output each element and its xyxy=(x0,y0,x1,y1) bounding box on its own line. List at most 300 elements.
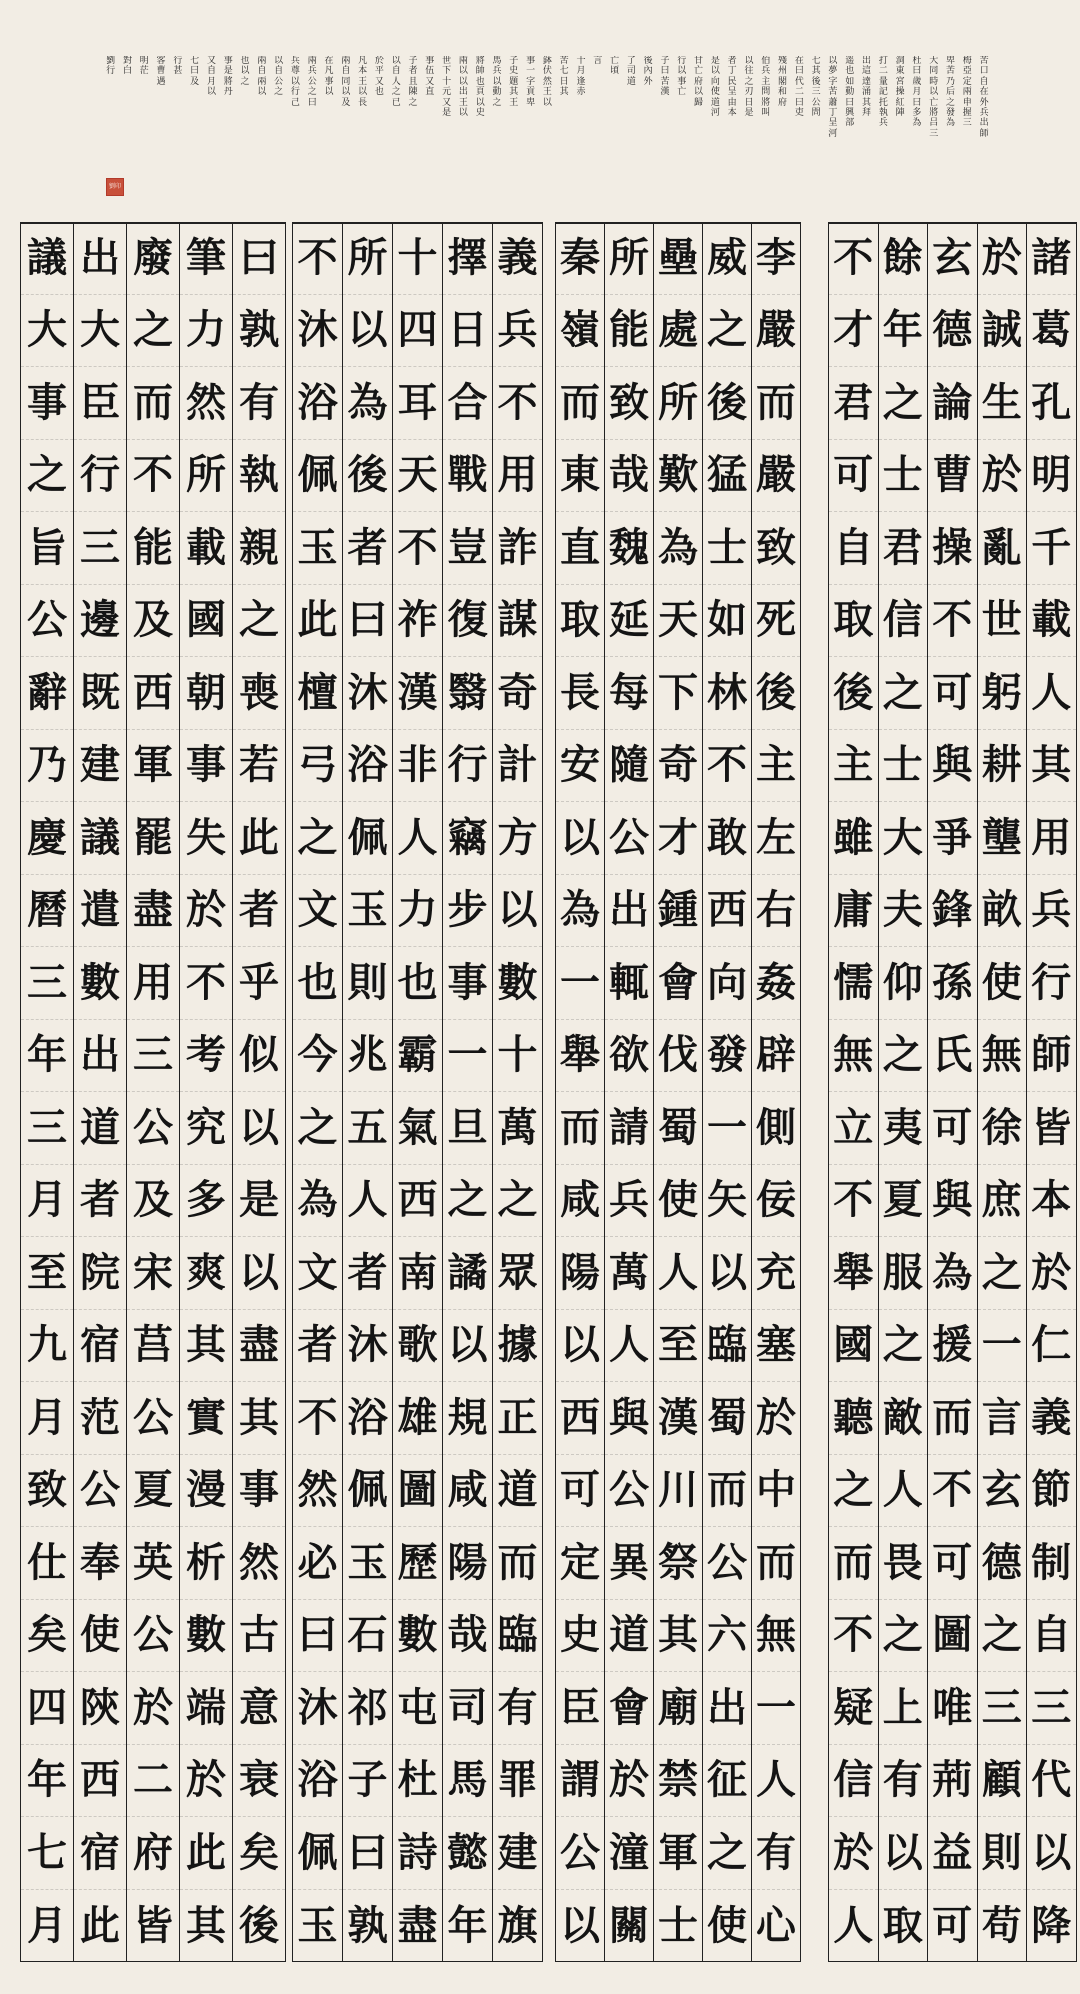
colophon-glyph: 發 xyxy=(946,107,956,118)
glyph: 以 xyxy=(233,1237,285,1310)
glyph: 建 xyxy=(74,730,126,803)
glyph: 浴 xyxy=(343,730,392,803)
glyph: 旨 xyxy=(21,512,73,585)
glyph: 不 xyxy=(393,512,442,585)
glyph: 生 xyxy=(978,367,1027,440)
text-column xyxy=(179,222,232,1962)
glyph: 代 xyxy=(1027,1745,1076,1818)
colophon-glyph: 曰 xyxy=(912,97,922,108)
glyph: 為 xyxy=(654,512,702,585)
colophon-glyph: 之 xyxy=(408,97,418,108)
glyph: 英 xyxy=(127,1527,179,1600)
glyph: 心 xyxy=(756,1901,796,1949)
glyph: 詩 xyxy=(393,1817,442,1890)
glyph: 似 xyxy=(233,1020,285,1093)
glyph: 玉 xyxy=(343,875,392,948)
colophon-glyph: 公 xyxy=(274,76,284,87)
glyph: 公 xyxy=(605,802,653,875)
colophon-glyph: 兩 xyxy=(341,56,351,66)
colophon-glyph: 題 xyxy=(509,76,519,87)
glyph: 人 xyxy=(752,1745,800,1818)
colophon-glyph: 事 xyxy=(526,56,536,66)
glyph: 定 xyxy=(556,1527,604,1600)
colophon-glyph: 行 xyxy=(290,87,300,98)
glyph: 玉 xyxy=(343,1527,392,1600)
colophon-glyph: 白 xyxy=(122,66,132,77)
glyph: 才 xyxy=(654,802,702,875)
colophon-glyph: 府 xyxy=(778,97,788,108)
glyph: 之 xyxy=(879,1600,928,1673)
colophon-glyph: 赤 xyxy=(576,87,586,98)
glyph: 廟 xyxy=(654,1672,702,1745)
glyph: 軍 xyxy=(127,730,179,803)
glyph: 中 xyxy=(752,1455,800,1528)
colophon-line xyxy=(256,56,268,196)
colophon-glyph: 歸 xyxy=(694,97,704,108)
colophon-glyph: 者 xyxy=(727,56,737,66)
glyph: 兵 xyxy=(1027,875,1076,948)
glyph: 浴 xyxy=(293,367,342,440)
glyph: 與 xyxy=(605,1382,653,1455)
glyph: 言 xyxy=(978,1382,1027,1455)
colophon-glyph: 吕 xyxy=(929,118,939,129)
colophon-glyph: 三 xyxy=(811,87,821,98)
glyph: 士 xyxy=(879,730,928,803)
glyph: 西 xyxy=(556,1382,604,1455)
colophon-glyph: 以 xyxy=(206,87,216,98)
glyph: 佩 xyxy=(343,1455,392,1528)
glyph: 府 xyxy=(127,1817,179,1890)
colophon-glyph: 對 xyxy=(122,56,132,66)
glyph: 一 xyxy=(703,1092,751,1165)
colophon-glyph: 伍 xyxy=(425,66,435,77)
glyph: 浴 xyxy=(293,1745,342,1818)
glyph: 之 xyxy=(703,1817,751,1890)
glyph: 舉 xyxy=(556,1020,604,1093)
colophon-glyph: 後 xyxy=(811,76,821,87)
glyph: 信 xyxy=(829,1745,878,1818)
glyph: 於 xyxy=(829,1817,878,1890)
colophon-glyph: 十 xyxy=(442,76,452,87)
glyph: 大 xyxy=(74,295,126,368)
glyph: 文 xyxy=(293,1237,342,1310)
colophon-glyph: 為 xyxy=(912,118,922,129)
glyph: 二 xyxy=(127,1745,179,1818)
glyph: 一 xyxy=(752,1672,800,1745)
colophon-glyph: 是 xyxy=(744,107,754,118)
glyph: 所 xyxy=(605,222,653,295)
glyph: 於 xyxy=(1027,1237,1076,1310)
colophon-line xyxy=(474,56,486,196)
colophon-glyph: 也 xyxy=(475,76,485,87)
glyph: 敢 xyxy=(703,802,751,875)
glyph: 川 xyxy=(654,1455,702,1528)
glyph: 制 xyxy=(1027,1527,1076,1600)
colophon-glyph: 及 xyxy=(341,97,351,108)
glyph: 筆 xyxy=(180,222,232,295)
text-column xyxy=(555,222,604,1962)
text-column xyxy=(392,222,442,1962)
colophon-glyph: 杜 xyxy=(912,56,922,66)
glyph: 慶 xyxy=(21,802,73,875)
glyph: 事 xyxy=(233,1455,285,1528)
glyph: 三 xyxy=(127,1020,179,1093)
colophon-glyph: 又 xyxy=(206,56,216,66)
colophon-glyph: 以 xyxy=(324,87,334,98)
colophon-line xyxy=(592,56,604,196)
glyph: 取 xyxy=(829,585,878,658)
colophon-glyph: 也 xyxy=(845,66,855,77)
colophon-glyph: 事 xyxy=(425,56,435,66)
glyph: 行 xyxy=(1027,947,1076,1020)
glyph: 出 xyxy=(605,875,653,948)
colophon-glyph: 苦 xyxy=(979,56,989,66)
colophon-glyph: 蕭 xyxy=(828,97,838,108)
colophon-line xyxy=(625,56,637,196)
glyph: 盡 xyxy=(233,1310,285,1383)
colophon-glyph: 然 xyxy=(542,76,552,87)
glyph: 才 xyxy=(829,295,878,368)
colophon-glyph: 兩 xyxy=(458,56,468,66)
glyph: 乃 xyxy=(21,730,73,803)
colophon-glyph: 陣 xyxy=(895,107,905,118)
colophon-glyph: 後 xyxy=(643,56,653,66)
colophon-glyph: 民 xyxy=(727,76,737,87)
glyph: 公 xyxy=(127,1092,179,1165)
colophon-glyph: 河 xyxy=(710,107,720,118)
glyph: 皆 xyxy=(133,1901,173,1949)
glyph: 司 xyxy=(443,1672,492,1745)
glyph: 月 xyxy=(21,1382,73,1455)
glyph: 節 xyxy=(1027,1455,1076,1528)
colophon-glyph: 以 xyxy=(744,56,754,66)
glyph: 如 xyxy=(703,585,751,658)
glyph: 公 xyxy=(127,1600,179,1673)
glyph: 德 xyxy=(928,295,977,368)
glyph: 夫 xyxy=(879,875,928,948)
glyph: 之 xyxy=(233,585,285,658)
glyph: 萬 xyxy=(493,1092,542,1165)
glyph: 罪 xyxy=(493,1745,542,1818)
glyph: 戰 xyxy=(443,440,492,513)
glyph: 主 xyxy=(752,730,800,803)
colophon-glyph: 王 xyxy=(509,97,519,108)
glyph: 正 xyxy=(493,1382,542,1455)
glyph: 四 xyxy=(21,1672,73,1745)
glyph: 端 xyxy=(180,1672,232,1745)
glyph: 可 xyxy=(928,657,977,730)
glyph: 此 xyxy=(233,802,285,875)
text-column xyxy=(492,222,543,1962)
glyph: 沐 xyxy=(343,657,392,730)
colophon-line xyxy=(122,56,134,196)
colophon-glyph: 曰 xyxy=(845,97,855,108)
colophon-glyph: 兵 xyxy=(761,66,771,77)
glyph: 公 xyxy=(74,1455,126,1528)
colophon-glyph: 以 xyxy=(358,87,368,98)
glyph: 可 xyxy=(928,1527,977,1600)
colophon-glyph: 行 xyxy=(173,56,183,66)
colophon-glyph: 同 xyxy=(341,76,351,87)
colophon-glyph: 府 xyxy=(694,76,704,87)
glyph: 所 xyxy=(180,440,232,513)
glyph: 公 xyxy=(556,1817,604,1890)
colophon-glyph: 七 xyxy=(559,66,569,77)
colophon-line xyxy=(508,56,520,196)
colophon-glyph: 拜 xyxy=(862,107,872,118)
glyph: 庸 xyxy=(829,875,878,948)
glyph: 今 xyxy=(293,1020,342,1093)
glyph: 為 xyxy=(343,367,392,440)
colophon-glyph: 月 xyxy=(912,87,922,98)
glyph: 會 xyxy=(605,1672,653,1745)
glyph: 人 xyxy=(1027,657,1076,730)
glyph: 安 xyxy=(556,730,604,803)
colophon-line xyxy=(676,56,688,196)
glyph: 能 xyxy=(605,295,653,368)
glyph: 議 xyxy=(74,802,126,875)
glyph: 上 xyxy=(879,1672,928,1745)
colophon-line xyxy=(894,56,906,196)
glyph: 大 xyxy=(21,295,73,368)
glyph: 析 xyxy=(180,1527,232,1600)
text-column xyxy=(20,222,73,1962)
colophon-glyph: 之 xyxy=(391,87,401,98)
glyph: 人 xyxy=(833,1901,874,1949)
colophon-glyph: 內 xyxy=(643,66,653,77)
glyph: 浴 xyxy=(343,1382,392,1455)
text-column xyxy=(73,222,126,1962)
glyph: 塞 xyxy=(752,1310,800,1383)
glyph: 數 xyxy=(180,1600,232,1673)
colophon-line xyxy=(558,56,570,196)
colophon-line xyxy=(693,56,705,196)
glyph: 孫 xyxy=(928,947,977,1020)
glyph: 聽 xyxy=(829,1382,878,1455)
glyph: 道 xyxy=(605,1600,653,1673)
glyph: 祁 xyxy=(343,1672,392,1745)
glyph: 執 xyxy=(233,440,285,513)
colophon-line xyxy=(424,56,436,196)
glyph: 據 xyxy=(493,1310,542,1383)
glyph: 側 xyxy=(752,1092,800,1165)
glyph: 謂 xyxy=(556,1745,604,1818)
glyph: 矢 xyxy=(703,1165,751,1238)
colophon-glyph: 王 xyxy=(542,87,552,98)
glyph: 唯 xyxy=(928,1672,977,1745)
glyph: 院 xyxy=(74,1237,126,1310)
text-panel-4 xyxy=(20,222,286,1962)
colophon-glyph: 世 xyxy=(442,56,452,66)
glyph: 取 xyxy=(882,1901,923,1949)
colophon-glyph: 明 xyxy=(139,56,149,66)
glyph: 懿 xyxy=(443,1817,492,1890)
glyph: 四 xyxy=(393,295,442,368)
colophon-glyph: 苦 xyxy=(660,76,670,87)
glyph: 後 xyxy=(343,440,392,513)
glyph: 方 xyxy=(493,802,542,875)
glyph: 有 xyxy=(233,367,285,440)
glyph: 之 xyxy=(127,295,179,368)
glyph: 其 xyxy=(180,1310,232,1383)
glyph: 直 xyxy=(556,512,604,585)
glyph: 葛 xyxy=(1027,295,1076,368)
glyph: 以 xyxy=(556,1310,604,1383)
glyph: 三 xyxy=(21,947,73,1020)
colophon-glyph: 將 xyxy=(475,56,485,66)
glyph: 曆 xyxy=(21,875,73,948)
glyph: 文 xyxy=(293,875,342,948)
colophon-glyph: 劉 xyxy=(106,56,116,66)
text-column xyxy=(702,222,751,1962)
colophon-glyph: 宮 xyxy=(895,76,905,87)
glyph: 李 xyxy=(752,222,800,295)
glyph: 之 xyxy=(879,367,928,440)
colophon-line xyxy=(659,56,671,196)
colophon-glyph: 下 xyxy=(442,66,452,77)
glyph: 嚴 xyxy=(752,440,800,513)
glyph: 疑 xyxy=(829,1672,878,1745)
glyph: 至 xyxy=(21,1237,73,1310)
glyph: 君 xyxy=(879,512,928,585)
glyph: 其 xyxy=(1027,730,1076,803)
colophon-glyph: 苦 xyxy=(559,56,569,66)
glyph: 後 xyxy=(703,367,751,440)
glyph: 月 xyxy=(27,1901,67,1949)
glyph: 不 xyxy=(703,730,751,803)
glyph: 若 xyxy=(233,730,285,803)
colophon-glyph: 事 xyxy=(677,76,687,87)
glyph: 乎 xyxy=(233,947,285,1020)
glyph: 譎 xyxy=(443,1237,492,1310)
glyph: 旦 xyxy=(443,1092,492,1165)
colophon-glyph: 吏 xyxy=(794,107,804,118)
glyph: 哉 xyxy=(605,440,653,513)
glyph: 之 xyxy=(879,1020,928,1093)
glyph: 玄 xyxy=(978,1455,1027,1528)
glyph: 臣 xyxy=(556,1672,604,1745)
glyph: 孰 xyxy=(347,1901,388,1949)
colophon-glyph: 行 xyxy=(677,56,687,66)
glyph: 陽 xyxy=(443,1527,492,1600)
glyph: 降 xyxy=(1031,1901,1072,1949)
colophon-glyph: 口 xyxy=(979,66,989,77)
colophon-glyph: 師 xyxy=(979,128,989,139)
colophon-glyph: 陳 xyxy=(408,87,418,98)
colophon-glyph: 伏 xyxy=(542,66,552,77)
glyph: 人 xyxy=(343,1165,392,1238)
text-column xyxy=(292,222,342,1962)
glyph: 於 xyxy=(978,222,1027,295)
glyph: 失 xyxy=(180,802,232,875)
glyph: 既 xyxy=(74,657,126,730)
glyph: 有 xyxy=(879,1745,928,1818)
glyph: 自 xyxy=(829,512,878,585)
glyph: 漫 xyxy=(180,1455,232,1528)
colophon-glyph: 曰 xyxy=(307,97,317,108)
glyph: 杜 xyxy=(393,1745,442,1818)
glyph: 步 xyxy=(443,875,492,948)
colophon-glyph: 曰 xyxy=(660,66,670,77)
glyph: 實 xyxy=(180,1382,232,1455)
colophon-line xyxy=(575,56,587,196)
colophon-line xyxy=(155,56,167,196)
colophon-glyph: 又 xyxy=(374,76,384,87)
glyph: 十 xyxy=(393,222,442,295)
glyph: 用 xyxy=(1027,802,1076,875)
colophon-glyph: 了 xyxy=(626,56,636,66)
glyph: 左 xyxy=(752,802,800,875)
colophon-glyph: 外 xyxy=(979,97,989,108)
colophon-line xyxy=(945,56,957,196)
glyph: 歷 xyxy=(393,1527,442,1600)
colophon-glyph: 動 xyxy=(845,87,855,98)
glyph: 佩 xyxy=(343,802,392,875)
glyph: 事 xyxy=(443,947,492,1020)
glyph: 則 xyxy=(978,1817,1027,1890)
glyph: 士 xyxy=(879,440,928,513)
glyph: 事 xyxy=(21,367,73,440)
glyph: 之 xyxy=(978,1600,1027,1673)
glyph: 計 xyxy=(493,730,542,803)
glyph: 之 xyxy=(493,1165,542,1238)
glyph: 辭 xyxy=(21,657,73,730)
colophon-line xyxy=(642,56,654,196)
colophon-glyph: 子 xyxy=(509,56,519,66)
colophon-glyph: 是 xyxy=(442,107,452,118)
glyph: 而 xyxy=(752,367,800,440)
glyph: 力 xyxy=(180,295,232,368)
glyph: 而 xyxy=(556,367,604,440)
glyph: 而 xyxy=(928,1382,977,1455)
colophon-glyph: 曹 xyxy=(156,66,166,77)
glyph: 右 xyxy=(752,875,800,948)
glyph: 鋒 xyxy=(928,875,977,948)
glyph: 及 xyxy=(127,1165,179,1238)
glyph: 哉 xyxy=(443,1600,492,1673)
glyph: 致 xyxy=(605,367,653,440)
glyph: 兆 xyxy=(343,1020,392,1093)
colophon-glyph: 代 xyxy=(794,76,804,87)
glyph: 曰 xyxy=(343,1817,392,1890)
glyph: 可 xyxy=(829,440,878,513)
glyph: 德 xyxy=(978,1527,1027,1600)
colophon-glyph: 在 xyxy=(979,87,989,98)
glyph: 祭 xyxy=(654,1527,702,1600)
text-column xyxy=(1026,222,1077,1962)
colophon-glyph: 兩 xyxy=(257,56,267,66)
colophon-glyph: 公 xyxy=(811,97,821,108)
glyph: 佩 xyxy=(293,1817,342,1890)
colophon-glyph: 和 xyxy=(778,87,788,98)
glyph: 服 xyxy=(879,1237,928,1310)
glyph: 盡 xyxy=(127,875,179,948)
glyph: 陽 xyxy=(556,1237,604,1310)
colophon-glyph: 卑 xyxy=(526,97,536,108)
glyph: 出 xyxy=(74,1020,126,1093)
colophon-glyph: 王 xyxy=(358,76,368,87)
glyph: 力 xyxy=(393,875,442,948)
colophon-glyph: 是 xyxy=(223,66,233,77)
colophon-glyph: 行 xyxy=(106,66,116,77)
colophon-glyph: 丁 xyxy=(828,107,838,118)
colophon-glyph: 客 xyxy=(156,56,166,66)
glyph: 之 xyxy=(978,1237,1027,1310)
glyph: 士 xyxy=(658,1901,698,1949)
glyph: 耕 xyxy=(978,730,1027,803)
colophon-glyph: 之 xyxy=(274,87,284,98)
glyph: 以 xyxy=(556,802,604,875)
